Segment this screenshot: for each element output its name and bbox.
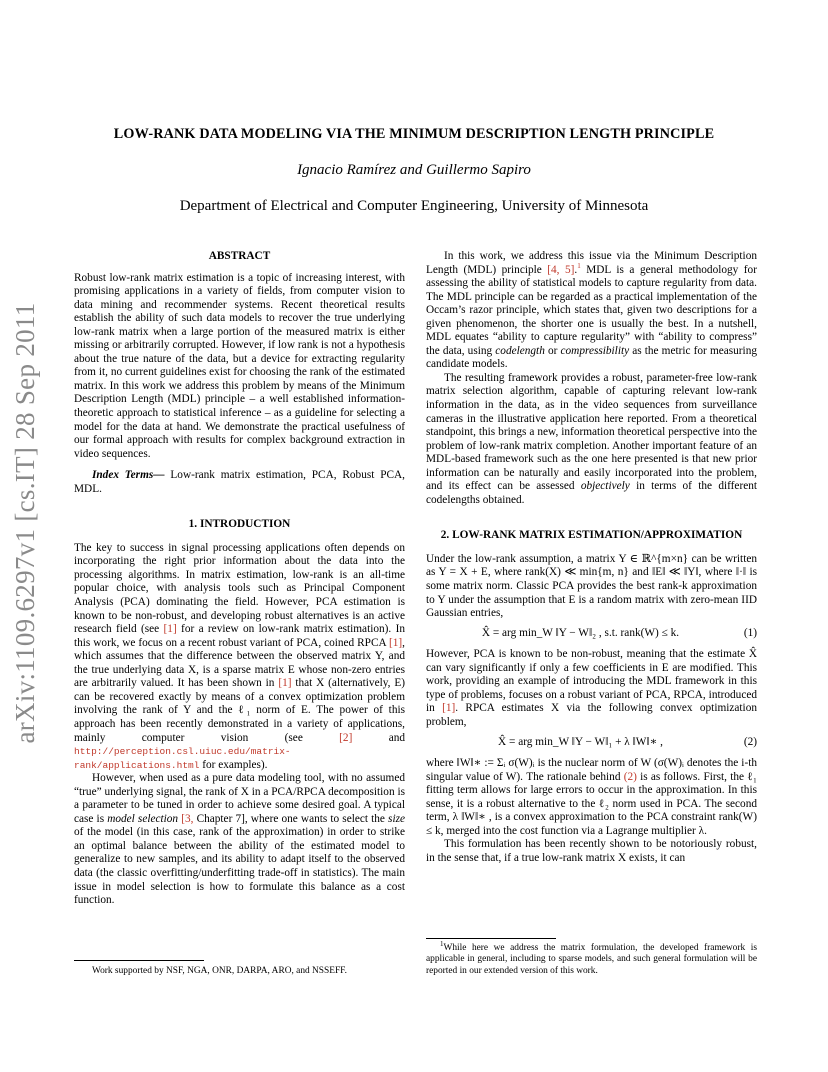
index-terms: [74, 469, 405, 496]
equation-1-body: X̂ = arg min_W ‖Y − W‖₂ , s.t. rank(W) ≤ k.: [481, 626, 680, 639]
introduction-heading: 1. INTRODUCTION: [188, 518, 291, 531]
citation-link[interactable]: [2]: [339, 731, 353, 744]
index-terms-text: Low-rank matrix estimation, PCA, Robust PCA, MDL.: [74, 469, 406, 495]
equation-2-body: X̂ = arg min_W ‖Y − W‖₁ + λ ‖W‖∗ ,: [498, 735, 663, 748]
arxiv-identifier-stamp: arXiv:1109.6297v1 [cs.IT] 28 Sep 2011: [10, 302, 40, 744]
citation-link[interactable]: [3,: [181, 812, 194, 825]
equation-2-number: (2): [743, 735, 757, 748]
citation-link[interactable]: [4, 5]: [547, 263, 575, 276]
equation-2: [426, 736, 757, 750]
equation-reference-link[interactable]: (2): [623, 770, 637, 783]
footnote-marker[interactable]: 1: [577, 261, 581, 270]
citation-link[interactable]: [1]: [442, 702, 456, 715]
footnote-rule: [426, 938, 556, 939]
applications-url-link[interactable]: http://perception.csl.uiuc.edu/matrix-rank/applications.html: [74, 746, 291, 771]
footnote-rule: [74, 960, 204, 961]
intro-paragraph-2: However, when used as a pure data modeling tool, with no assumed “true” underlying signal, the rank of X in a PCA/RPCA decomposition is a parameter to be tuned in order to achieve some desired goal. A typical case is model selection [3, Chapter 7], where one wants to select the size of the model (in this case, rank of the approximation) in order to strike an optimal balance between the ability of the estimated model to generalize to new samples, and its ability to adapt itself to the observed data (the classic overfitting/underfitting trade-off in statistics). The main issue in model selection is how to formulate this balance as a cost function.: [74, 772, 405, 907]
citation-link[interactable]: [1]: [163, 623, 177, 636]
section-2-paragraph-3: where ‖W‖∗ := Σᵢ σ(W)ᵢ is the nuclear norm of W (σ(W)ᵢ denotes the i-th singular value of W). The rationale behind (2) is as follows. First, the ℓ₁ fitting term allows for large errors to occur in the approximation. In this sense, it is a robust alternative to the ℓ₂ norm used in PCA. The second term, λ ‖W‖∗ , is a convex approximation to the PCA constraint rank(W) ≤ k, merged into the cost function via a Lagrange multiplier λ.: [426, 757, 757, 837]
intro-paragraph-1: The key to success in signal processing applications often depends on incorporating the right prior information about the data into the processing algorithms. In matrix estimation, low-rank is an all-time popular choice, with analysis tools such as Principal Component Analysis (PCA) dominating the field. However, PCA estimation is known to be non-robust, and developing robust alternatives is an active research field (see [1] for a review on low-rank matrix estimation). In this work, we focus on a recent robust variant of PCA, coined RPCA [1], which assumes that the difference between the observed matrix Y, and the true underlying data X, is a sparse matrix E whose non-zero entries are arbitrarily valued. It has been shown in [1] that X (alternatively, E) can be recovered exactly by means of a convex optimization problem involving the rank of Y and the ℓ₁ norm of E. The power of this approach has been recently demonstrated in a variety of applications, mainly computer vision (see [2] and http://perception.csl.uiuc.edu/matrix-rank/applications.html for examples).: [74, 541, 406, 771]
index-terms-label: Index Terms—: [92, 469, 165, 482]
equation-1-number: (1): [743, 626, 757, 639]
right-paragraph-2: The resulting framework provides a robust, parameter-free low-rank matrix selection algorithm, capable of capturing relevant low-rank information in the data, as in the video sequences from surveillance cameras in the illustrative application here reported. From a theoretical standpoint, this brings a new, information theoretical perspective into the problem of low-rank matrix completion. Another important feature of an MDL-based framework such as the one here presented is that new prior information can be naturally and easily incorporated into the problem, and its effect can be assessed objectively in terms of the different codelengths obtained.: [426, 371, 758, 506]
equation-1: [426, 627, 757, 641]
right-column: [426, 250, 757, 865]
section-2-paragraph-4: This formulation has been recently shown to be notoriously robust, in the sense that, if a true low-rank matrix X exists, it can: [426, 838, 757, 864]
paper-affiliation: Department of Electrical and Computer Engineering, University of Minnesota: [179, 198, 649, 214]
section-2-paragraph-2: However, PCA is known to be non-robust, meaning that the estimate X̂ can vary significantly if only a few coefficients in E are modified. This work, providing an example of introducing the MDL framework in this type of problems, focuses on a robust variant of PCA, RPCA, introduced in [1]. RPCA estimates X via the following convex optimization problem,: [426, 648, 757, 728]
paper-title: LOW-RANK DATA MODELING VIA THE MINIMUM DESCRIPTION LENGTH PRINCIPLE: [113, 126, 715, 142]
section-2-paragraph-1: Under the low-rank assumption, a matrix Y ∈ ℝ^{m×n} can be written as Y = X + E, where rank(X) ≪ min{m, n} and ‖E‖ ≪ ‖Y‖, where ‖·‖ is some matrix norm. Classic PCA provides the best rank-k approximation to Y under the assumption that E is a random matrix with zero-mean IID Gaussian entries,: [426, 552, 757, 620]
right-footnote: [426, 939, 757, 977]
funding-footnote: Work supported by NSF, NGA, ONR, DARPA, ARO, and NSSEFF.: [92, 966, 347, 976]
right-paragraph-1: In this work, we address this issue via the Minimum Description Length (MDL) principle [4, 5].$^1$ MDL is a general methodology for assessing the ability of statistical models to capture regularity from data. The MDL principle can be regarded as a practical implementation of the Occam’s razor principle, which states that, given two descriptions for a given phenomenon, the shorter one is usually the best. In a nutshell, MDL equates “ability to capture regularity” with “ability to compress” the data, using codelength or compressibility as the metric for measuring candidate models.: [426, 250, 757, 371]
abstract-heading: ABSTRACT: [208, 250, 271, 262]
left-column: [74, 250, 405, 908]
section-2-heading: 2. LOW-RANK MATRIX ESTIMATION/APPROXIMATION: [440, 529, 743, 542]
citation-link[interactable]: [1]: [278, 677, 292, 690]
abstract-text: Robust low-rank matrix estimation is a topic of increasing interest, with promising applications in a variety of fields, from computer vision to data mining and recommender systems. Recent theoretical results establish the ability of such data models to recover the true underlying low-rank matrix when a large portion of the measured matrix is either missing or arbitrarily corrupted. However, if low rank is not a hypothesis about the true nature of the data, but a device for extracting regularity from it, no current guidelines exist for choosing the rank of the estimated matrix. In this work we address this problem by means of the Minimum Description Length (MDL) principle – a well established information-theoretic approach to statistical inference – as a guideline for selecting a model for the data at hand. We demonstrate the practical usefulness of our formal approach with results for complex background extraction in video sequences.: [74, 271, 405, 460]
right-footnote-text: While here we address the matrix formulation, the developed framework is applicable in general, including to sparse models, and such general formulation will be reported in our extended version of this work.: [426, 943, 757, 976]
paper-authors: Ignacio Ramírez and Guillermo Sapiro: [297, 162, 531, 178]
citation-link[interactable]: [1]: [388, 636, 403, 649]
footnote-number: 1: [440, 939, 444, 948]
